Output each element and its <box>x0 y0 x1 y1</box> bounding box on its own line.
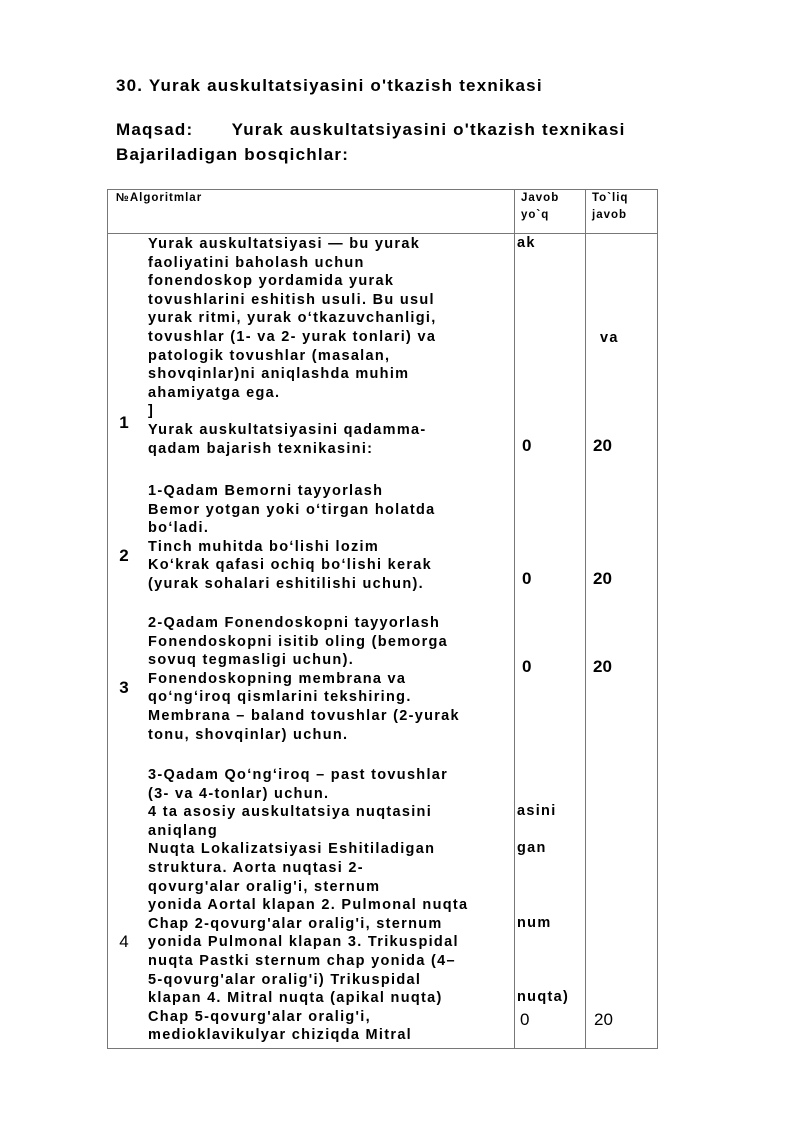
row-number: 3 <box>119 678 129 697</box>
text-line: fonendoskop yordamida yurak <box>148 273 395 290</box>
algorithm-table <box>107 189 658 1049</box>
text-line: shovqinlar)ni aniqlashda muhim <box>148 366 410 383</box>
overflow-text: va <box>600 330 619 346</box>
text-line: boʻladi. <box>148 520 210 537</box>
text-line: aniqlang <box>148 822 219 839</box>
text-line: qovurg'alar oralig'i, sternum <box>148 878 381 895</box>
header-full-answer-line1: To`liq <box>592 192 629 204</box>
text-line: Nuqta Lokalizatsiyasi Eshitiladigan <box>148 841 436 858</box>
header-no-answer <box>521 190 559 224</box>
text-line: patologik tovushlar (masalan, <box>148 347 391 364</box>
column-divider <box>585 190 586 1048</box>
text-line: klapan 4. Mitral nuqta (apikal nuqta) <box>148 990 443 1007</box>
text-line: struktura. Aorta nuqtasi 2- <box>148 859 364 876</box>
text-line: 3-Qadam Qoʻngʻiroq – past tovushlar <box>148 767 449 783</box>
score-full-answer: 20 <box>593 657 612 676</box>
text-line: nuqta Pastki sternum chap yonida (4– <box>148 952 456 969</box>
text-line: 1-Qadam Bemorni tayyorlash <box>148 483 384 499</box>
text-line: sovuq tegmasligi uchun). <box>148 652 355 669</box>
overflow-text: ak <box>517 235 536 251</box>
text-line: qadam bajarish texnikasini: <box>148 440 374 457</box>
row-4-text <box>148 766 516 1045</box>
text-line: medioklavikulyar chiziqda Mitral <box>148 1027 413 1044</box>
row-number: 4 <box>119 932 129 951</box>
row-number: 1 <box>119 413 129 432</box>
text-line: Yurak auskultatsiyasini qadamma- <box>148 421 427 438</box>
goal-line <box>116 120 626 140</box>
overflow-text: gan <box>517 840 547 856</box>
text-line: Chap 5-qovurg'alar oralig'i, <box>148 1008 371 1025</box>
row-number: 2 <box>119 546 129 565</box>
text-line: yonida Aortal klapan 2. Pulmonal nuqta <box>148 897 469 914</box>
text-line: Fonendoskopning membrana va <box>148 670 407 687</box>
text-line: 5-qovurg'alar oralig'i) Trikuspidal <box>148 971 422 988</box>
score-full-answer: 20 <box>593 569 612 588</box>
text-line: yurak ritmi, yurak oʻtkazuvchanligi, <box>148 310 437 327</box>
text-line: 2-Qadam Fonendoskopni tayyorlash <box>148 615 441 631</box>
text-line: Fonendoskopni isitib oling (bemorga <box>148 633 449 650</box>
text-line: Tinch muhitda boʻlishi lozim <box>148 538 380 555</box>
text-line: ] <box>148 403 155 420</box>
header-full-answer <box>592 190 628 224</box>
header-no-answer-line2: yo`q <box>521 209 550 221</box>
text-line: tovushlarini eshitish usuli. Bu usul <box>148 291 435 308</box>
score-no-answer: 0 <box>520 1010 530 1029</box>
goal-text: Yurak auskultatsiyasini o'tkazish texnikasi <box>231 120 626 139</box>
header-number: № <box>116 192 130 204</box>
text-line: ahamiyatga ega. <box>148 384 281 401</box>
header-divider <box>108 233 657 234</box>
row-3-text <box>148 614 516 744</box>
header-algorithms: Algoritmlar <box>129 192 203 204</box>
row-1-text <box>148 235 516 458</box>
text-line: (3- va 4-tonlar) uchun. <box>148 785 330 802</box>
text-line: faoliyatini baholash uchun <box>148 254 365 271</box>
score-full-answer: 20 <box>593 436 612 455</box>
text-line: (yurak sohalari eshitilishi uchun). <box>148 575 424 592</box>
steps-label: Bajariladigan bosqichlar: <box>116 145 350 164</box>
text-line: yonida Pulmonal klapan 3. Trikuspidal <box>148 934 459 951</box>
score-no-answer: 0 <box>522 436 532 455</box>
header-full-answer-line2: javob <box>592 209 628 221</box>
header-number-algorithms <box>116 190 202 207</box>
header-no-answer-line1: Javob <box>521 192 560 204</box>
score-no-answer: 0 <box>522 657 532 676</box>
text-line: Yurak auskultatsiyasi — bu yurak <box>148 236 421 252</box>
text-line: Membrana – baland tovushlar (2-yurak <box>148 707 460 724</box>
text-line: Chap 2-qovurg'alar oralig'i, sternum <box>148 915 443 932</box>
goal-label: Maqsad: <box>116 120 194 139</box>
overflow-text: asini <box>517 803 557 819</box>
text-line: 4 ta asosiy auskultatsiya nuqtasini <box>148 804 433 821</box>
row-2-text <box>148 482 516 594</box>
page-title: 30. Yurak auskultatsiyasini o'tkazish texnikasi <box>116 76 543 95</box>
score-full-answer: 20 <box>594 1010 613 1029</box>
text-line: tonu, shovqinlar) uchun. <box>148 726 349 743</box>
text-line: Bemor yotgan yoki oʻtirgan holatda <box>148 501 436 518</box>
score-no-answer: 0 <box>522 569 532 588</box>
overflow-text: num <box>517 915 552 931</box>
text-line: qoʻngʻiroq qismlarini tekshiring. <box>148 689 412 706</box>
overflow-text: nuqta) <box>517 989 570 1005</box>
text-line: tovushlar (1- va 2- yurak tonlari) va <box>148 328 437 345</box>
text-line: Koʻkrak qafasi ochiq boʻlishi kerak <box>148 557 433 574</box>
